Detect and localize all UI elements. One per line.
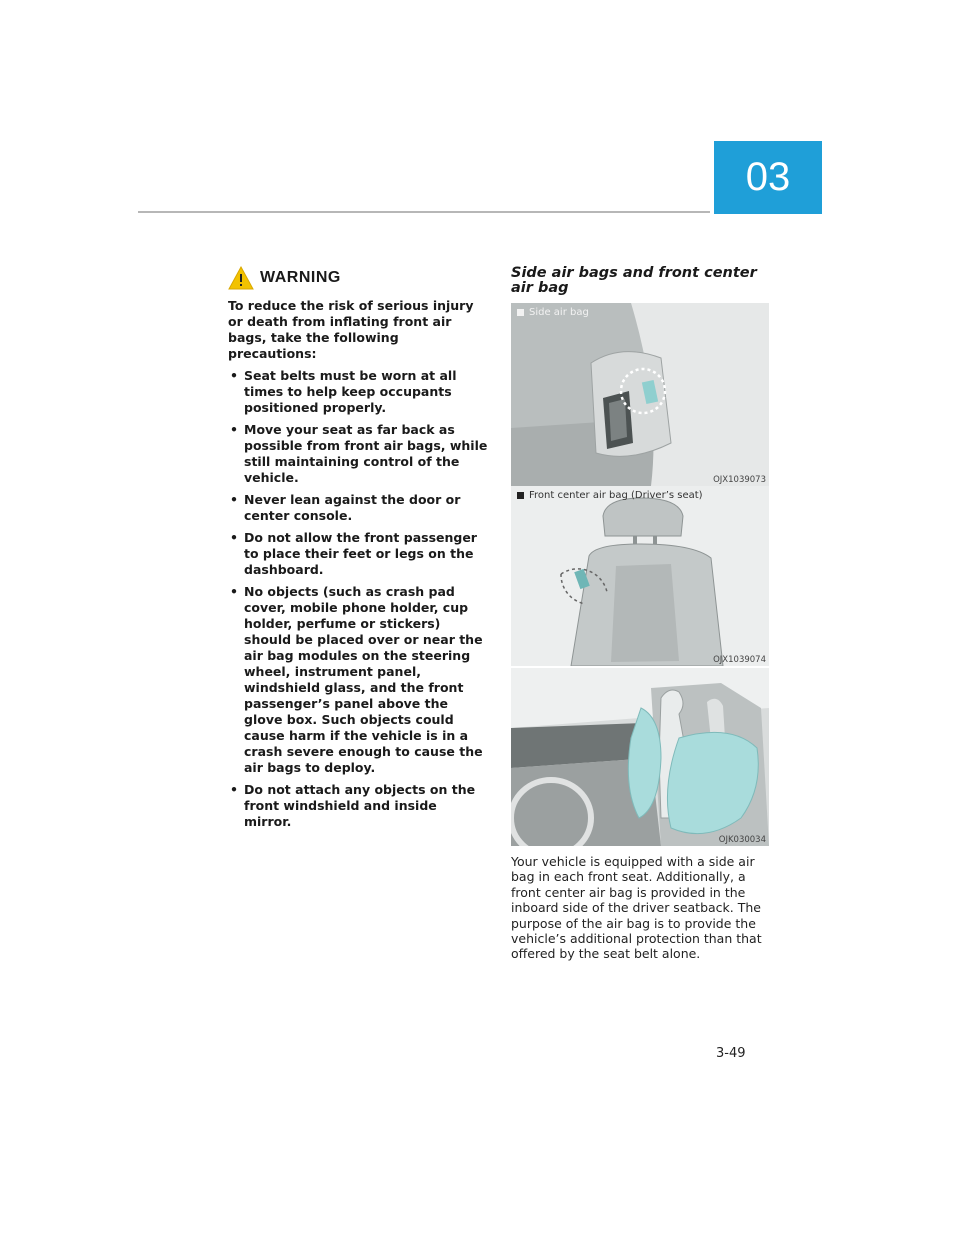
figure-code: OJK030034: [718, 835, 766, 845]
warning-bullet: • Move your seat as far back as possible from front air bags, while still maintaining control of the vehicle.: [228, 422, 488, 486]
warning-bullet: • Do not allow the front passenger to place their feet or legs on the dashboard.: [228, 530, 488, 578]
warning-bullet: • Seat belts must be worn at all times to help keep occupants positioned properly.: [228, 368, 488, 416]
page-number: 3-49: [716, 1046, 746, 1061]
side-airbag-illustration: [511, 303, 769, 486]
figure-code: OJX1039073: [713, 475, 766, 485]
warning-header: [228, 264, 488, 292]
warning-title: WARNING: [260, 269, 341, 286]
front-center-airbag-illustration: [511, 486, 769, 666]
header-rule: [138, 211, 710, 213]
section-title: Side air bags and front center air bag: [511, 265, 757, 296]
figure-code: OJX1039074: [713, 655, 766, 665]
figure-label: Front center air bag (Driver’s seat): [517, 490, 703, 501]
front-center-airbag-figure: [511, 486, 769, 666]
body-paragraph: Your vehicle is equipped with a side air bag in each front seat. Additionally, a front center air bag is provided in the inboard side of the driver seatback. The purpose of the air bag is to provide the vehicle’s additional protection than that offered by the seat belt alone.: [511, 854, 762, 962]
chapter-tab: 03: [714, 141, 822, 214]
deployed-airbags-figure: [511, 668, 769, 846]
warning-bullet: • No objects (such as crash pad cover, mobile phone holder, cup holder, perfume or stickers) should be placed over or near the air bag modules on the steering wheel, instrument panel, windshield glass, and the front passenger’s panel above the glove box. Such objects could cause harm if the vehicle is in a crash severe enough to cause the air bags to deploy.: [228, 584, 488, 776]
warning-bullet-list: [228, 368, 488, 830]
warning-triangle-icon: [228, 266, 254, 290]
deployed-airbags-illustration: [511, 668, 769, 846]
warning-bullet: • Do not attach any objects on the front windshield and inside mirror.: [228, 782, 488, 830]
figure-label: Side air bag: [517, 307, 589, 318]
warning-box: [228, 264, 488, 836]
warning-intro: To reduce the risk of serious injury or death from inflating front air bags, take the following precautions:: [228, 298, 474, 361]
warning-bullet: • Never lean against the door or center console.: [228, 492, 488, 524]
side-airbag-figure: [511, 303, 769, 486]
